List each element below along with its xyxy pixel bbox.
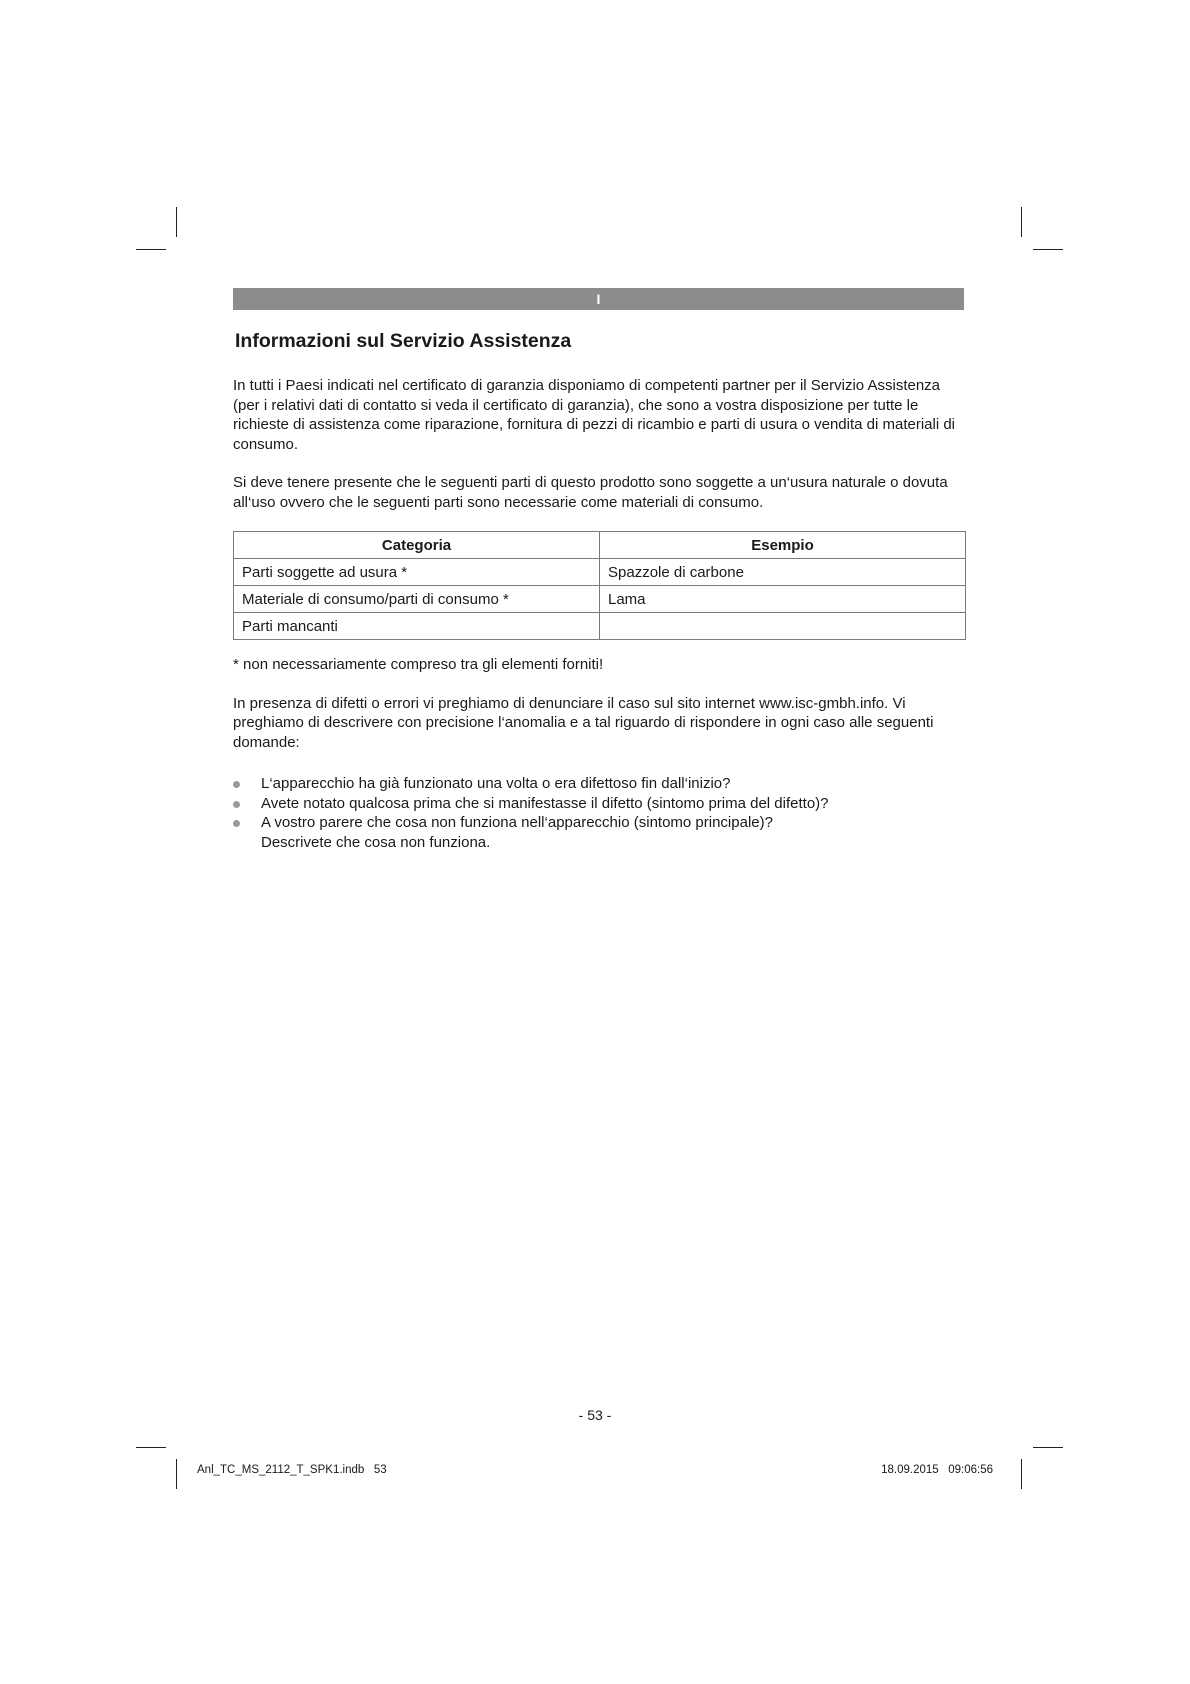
question-text: Avete notato qualcosa prima che si manifestasse il difetto (sintomo prima del difetto)? [261, 794, 829, 812]
crop-mark-top-left-horizontal [136, 249, 166, 250]
crop-mark-bottom-right-horizontal [1033, 1447, 1063, 1448]
table-header-category: Categoria [234, 532, 600, 559]
bullet-icon [233, 801, 240, 808]
page-number: - 53 - [578, 1407, 612, 1423]
bullet-icon [233, 781, 240, 788]
wear-parts-paragraph: Si deve tenere presente che le seguenti parti di questo prodotto sono soggette a un‘usura naturale o dovuta all‘uso ovvero che le seguenti parti sono necessarie come materiali di consumo. [233, 474, 948, 511]
crop-mark-bottom-right-vertical [1021, 1459, 1022, 1489]
question-subtext: Descrivete che cosa non funziona. [261, 833, 491, 851]
table-cell-example [600, 613, 966, 640]
crop-mark-bottom-left-vertical [176, 1459, 177, 1489]
page-content [233, 328, 964, 852]
table-cell-category: Parti soggette ad usura * [234, 559, 600, 586]
list-item [233, 813, 964, 852]
table-cell-example: Lama [600, 586, 966, 613]
table-cell-category: Materiale di consumo/parti di consumo * [234, 586, 600, 613]
footer-file-name: Anl_TC_MS_2112_T_SPK1.indb 53 [197, 1464, 387, 1476]
crop-mark-top-right-vertical [1021, 207, 1022, 237]
bullet-icon [233, 820, 240, 827]
crop-mark-bottom-left-horizontal [136, 1447, 166, 1448]
table-header-row [234, 532, 966, 559]
intro-paragraph: In tutti i Paesi indicati nel certificato di garanzia disponiamo di competenti partner per il Servizio Assistenza (per i relativi dati di contatto si veda il certificato di garanzia), che sono a vostra disposizione per tutte le richieste di assistenza come riparazione, fornitura di pezzi di ricambio e parti di usura o vendita di materiali di consumo. [233, 377, 956, 453]
parts-table [233, 531, 966, 640]
footnote: * non necessariamente compreso tra gli elementi forniti! [233, 656, 604, 673]
defect-report-paragraph: In presenza di difetti o errori vi preghiamo di denunciare il caso sul sito internet www.isc-gmbh.info. Vi preghiamo di descrivere con precisione l‘anomalia e a tal riguardo di rispondere in ogni caso alle seguenti domande: [233, 694, 934, 751]
table-row [234, 613, 966, 640]
list-item [233, 774, 964, 794]
page-title: Informazioni sul Servizio Assistenza [235, 330, 572, 352]
table-row [234, 586, 966, 613]
footer-timestamp: 18.09.2015 09:06:56 [881, 1464, 993, 1476]
language-code: I [596, 291, 601, 307]
table-header-example: Esempio [600, 532, 966, 559]
language-bar [233, 288, 964, 310]
question-text: A vostro parere che cosa non funziona nell‘apparecchio (sintomo principale)? [261, 814, 773, 831]
question-list [233, 774, 964, 852]
crop-mark-top-left-vertical [176, 207, 177, 237]
table-row [234, 559, 966, 586]
crop-mark-top-right-horizontal [1033, 249, 1063, 250]
table-cell-category: Parti mancanti [234, 613, 600, 640]
list-item [233, 794, 964, 814]
question-text: L‘apparecchio ha già funzionato una volta o era difettoso fin dall‘inizio? [261, 775, 731, 792]
table-cell-example: Spazzole di carbone [600, 559, 966, 586]
